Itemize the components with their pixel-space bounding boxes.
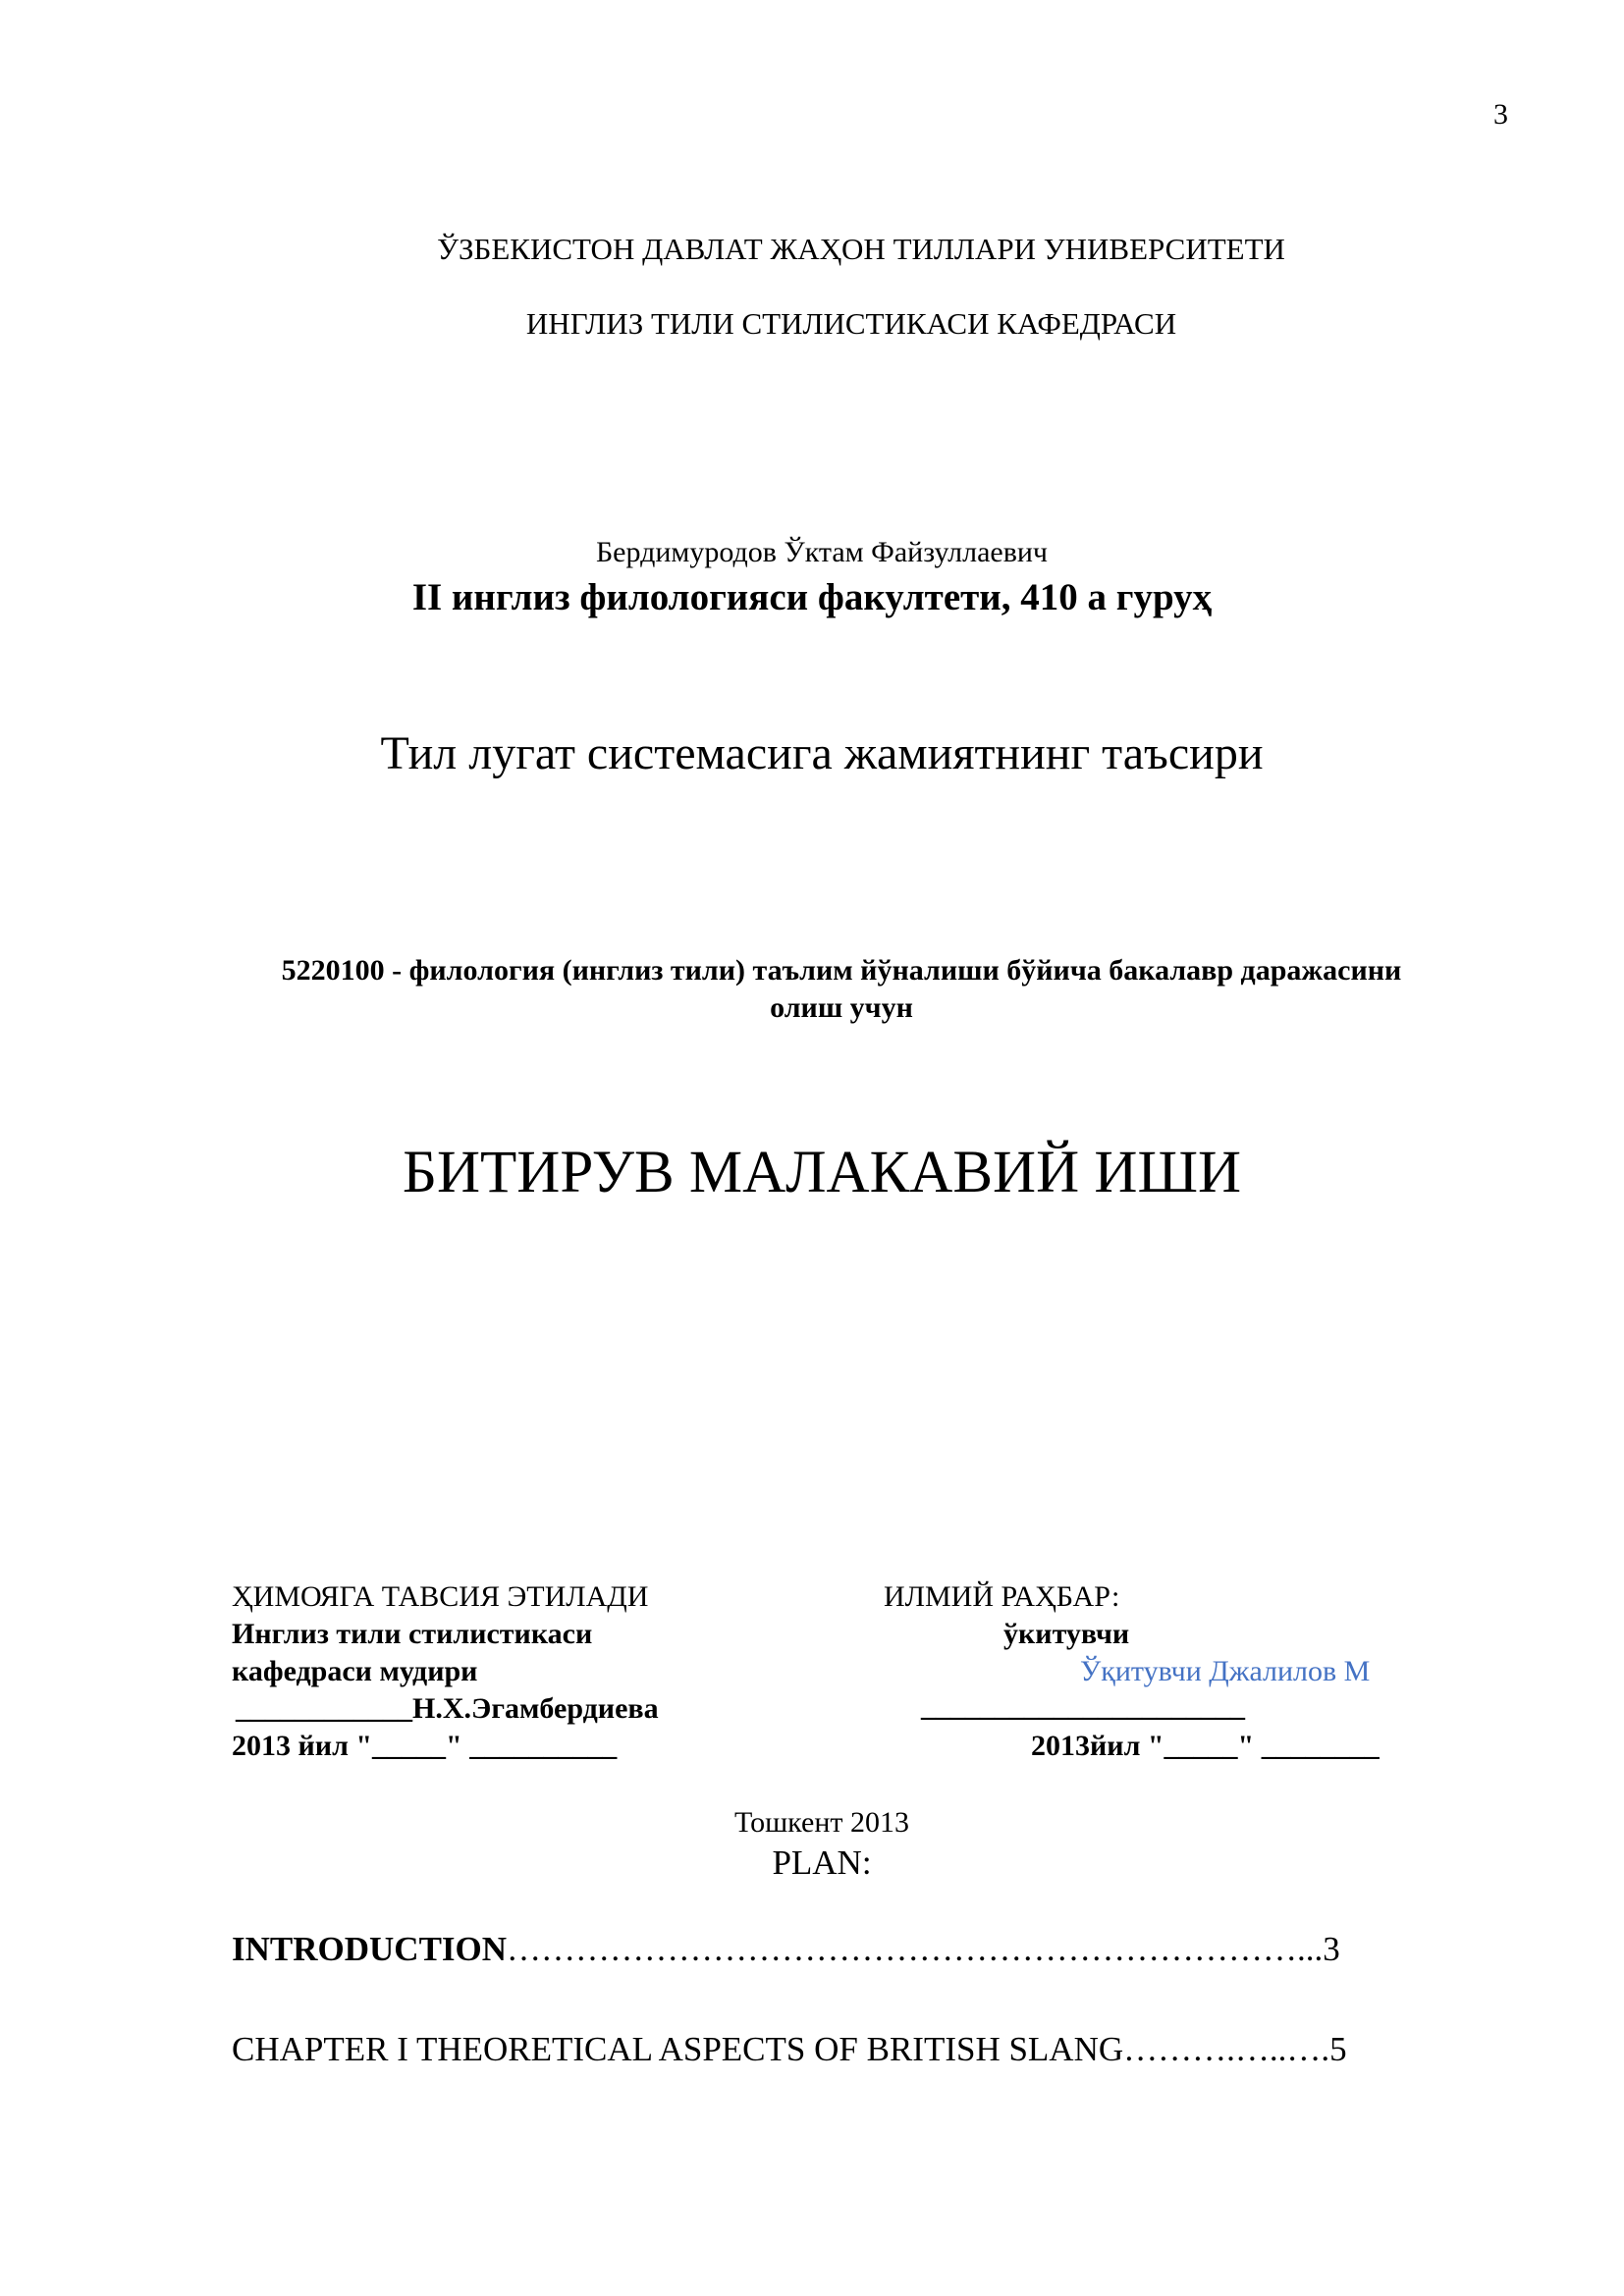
work-title: БИТИРУВ МАЛАКАВИЙ ИШИ	[402, 1140, 1242, 1205]
toc-entry-page: 3	[1323, 1930, 1340, 1968]
department-head-line-1: Инглиз тили стилистикаси	[232, 1618, 593, 1650]
thesis-topic: Тил лугат системасига жамиятнинг таъсири	[380, 727, 1264, 779]
toc-entry-page: 5	[1329, 2030, 1347, 2068]
department-head-line-2: кафедраси мудири	[232, 1655, 478, 1687]
toc-entry-label: CHAPTER I THEORETICAL ASPECTS OF BRITISH SLANG	[232, 2030, 1124, 2068]
toc-entry-leader: ……….…..….	[1123, 2030, 1330, 2068]
author-name: Бердимуродов Ўктам Файзуллаевич	[595, 536, 1049, 568]
degree-line-1: 5220100 - филология (инглиз тили) таълим йўналиши бўйича бакалавр даражасини	[281, 954, 1402, 987]
supervisor-date: 2013йил "_____" ________	[1031, 1730, 1380, 1762]
toc-entry-chapter-1	[232, 2030, 1347, 2069]
author-group: II инглиз филологияси факултети, 410 а гуруҳ	[411, 576, 1213, 618]
supervisor-position: ўкитувчи	[1003, 1618, 1130, 1650]
plan-title: PLAN:	[772, 1843, 872, 1882]
toc-entry-label: INTRODUCTION	[232, 1930, 508, 1968]
department-name: ИНГЛИЗ ТИЛИ СТИЛИСТИКАСИ КАФЕДРАСИ	[525, 306, 1177, 341]
university-name: ЎЗБЕКИСТОН ДАВЛАТ ЖАҲОН ТИЛЛАРИ УНИВЕРСИТЕТИ	[437, 232, 1285, 266]
page-number: 3	[1493, 98, 1508, 131]
department-head-signature: ____________Н.Х.Эгамбердиева	[236, 1692, 659, 1725]
supervisor-signature: ______________________	[921, 1690, 1245, 1723]
supervisor-name: Ўқитувчи Джалилов М	[1080, 1655, 1371, 1687]
toc-entry-introduction	[232, 1930, 1340, 1969]
degree-line-2: олиш учун	[770, 991, 913, 1024]
department-head-date: 2013 йил "_____" __________	[232, 1730, 618, 1762]
supervisor-heading: ИЛМИЙ РАҲБАР:	[884, 1580, 1120, 1613]
city-year: Тошкент 2013	[734, 1806, 909, 1839]
toc-entry-leader: ……………………………………………………………...	[507, 1930, 1324, 1968]
recommend-heading: ҲИМОЯГА ТАВСИЯ ЭТИЛАДИ	[232, 1580, 649, 1613]
